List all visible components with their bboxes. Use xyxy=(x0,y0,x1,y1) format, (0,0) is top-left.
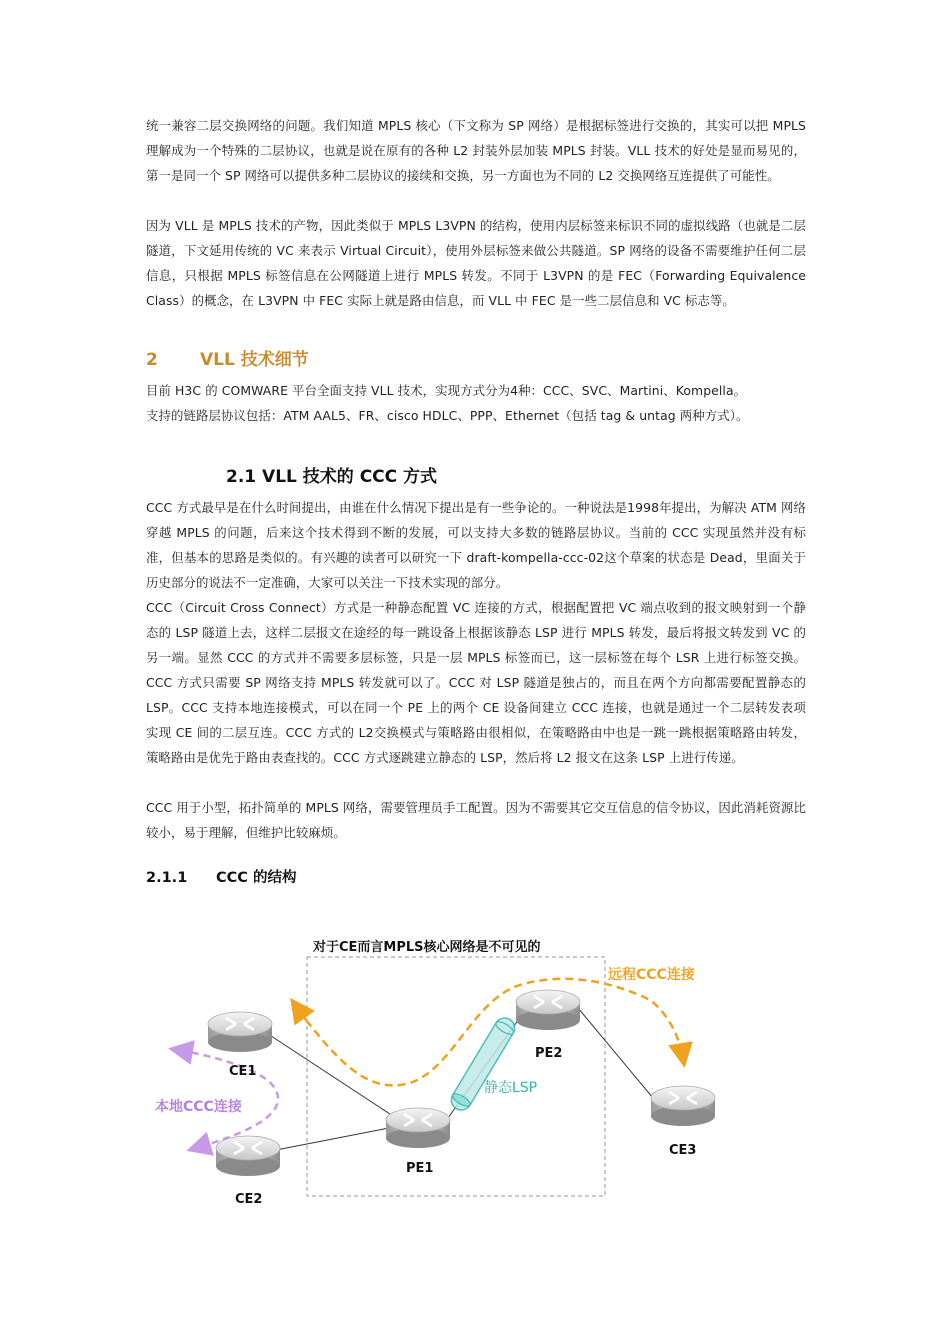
router-icon xyxy=(651,1086,715,1126)
router-icon xyxy=(386,1108,450,1148)
subsubsection-number: 2.1.1 xyxy=(146,870,188,886)
section-title: VLL 技术细节 xyxy=(200,350,309,370)
node-label-ce3: CE3 xyxy=(669,1143,697,1158)
paragraph-link-protocols: 支持的链路层协议包括：ATM AAL5、FR、cisco HDLC、PPP、Ethernet（包括 tag & untag 两种方式）。 xyxy=(146,408,749,423)
section-number: 2 xyxy=(146,350,158,370)
link-pe2-ce3 xyxy=(578,1008,653,1098)
local-ccc-label: 本地CCC连接 xyxy=(155,1099,242,1115)
router-icon xyxy=(208,1012,272,1052)
local-ccc-arrow-start xyxy=(178,1050,190,1052)
link-ce2-pe1 xyxy=(276,1128,389,1150)
paragraph-vll-intro: 统一兼容二层交换网络的问题。我们知道 MPLS 核心（下文称为 SP 网络）是根据标签进行交换的，其实可以把 MPLS 理解成为一个特殊的二层协议，也就是说在原有的各种 L2 封装外层加装 MPLS 封装。VLL 技术的好处是显而易见的，第一是同一个 SP 网络可以提供多种二层协议的接续和交换，另一方面也为不同的 L2 交换网络互连提供了可能性。 xyxy=(146,118,806,183)
subsection-heading-2-1: 2.1 VLL 技术的 CCC 方式 xyxy=(226,467,438,487)
router-icon xyxy=(516,990,580,1030)
router-icon xyxy=(216,1136,280,1176)
paragraph-ccc-definition: CCC（Circuit Cross Connect）方式是一种静态配置 VC 连接的方式，根据配置把 VC 端点收到的报文映射到一个静态的 LSP 隧道上去，这样二层报文在途经的每一跳设备上根据该静态 LSP 进行 MPLS 转发，最后将报文转发到 VC 的另一端。显然 CCC 的方式并不需要多层标签，只是一层 MPLS 标签而已，这一层标签在每个 LSR 上进行标签交换。CCC 方式只需要 SP 网络支持 MPLS 转发就可以了。CCC 对 LSP 隧道是独占的，而且在两个方向都需要配置静态的 LSP。CCC 支持本地连接模式，可以在同一个 PE 上的两个 CE 设备间建立 CCC 连接，也就是通过一个二层转发表项实现 CE 间的二层互连。CCC 方式的 L2交换模式与策略路由很相似，在策略路由中也是一跳一跳根据策略路由转发，策略路由是优先于路由表查找的。CCC 方式逐跳建立静态的 LSP，然后将 L2 报文在这条 LSP 上进行传递。 xyxy=(146,600,806,765)
paragraph-ccc-usage: CCC 用于小型，拓扑简单的 MPLS 网络，需要管理员手工配置。因为不需要其它交互信息的信令协议，因此消耗资源比较小，易于理解，但维护比较麻烦。 xyxy=(146,800,806,840)
subsubsection-title: CCC 的结构 xyxy=(216,870,297,886)
paragraph-ccc-history: CCC 方式最早是在什么时间提出，由谁在什么情况下提出是有一些争论的。一种说法是1998年提出，为解决 ATM 网络穿越 MPLS 的问题，后来这个技术得到不断的发展，可以支持大多数的链路层协议。当前的 CCC 实现虽然并没有标准，但基本的思路是类似的。有兴趣的读者可以研究一下 draft-kompella-ccc-02这个草案的状态是 Dead，里面关于历史部分的说法不一定准确，大家可以关注一下技术实现的部分。 xyxy=(146,500,806,590)
node-label-pe1: PE1 xyxy=(406,1161,434,1176)
diagram-title: 对于CE而言MPLS核心网络是不可见的 xyxy=(313,940,541,955)
static-lsp-label: 静态LSP xyxy=(484,1080,538,1096)
paragraph-vll-structure: 因为 VLL 是 MPLS 技术的产物，因此类似于 MPLS L3VPN 的结构，使用内层标签来标识不同的虚拟线路（也就是二层隧道，下文延用传统的 VC 来表示 Virtual Circuit），使用外层标签来做公共隧道。SP 网络的设备不需要维护任何二层信息，只根据 MPLS 标签信息在公网隧道上进行 MPLS 转发。不同于 L3VPN 的是 FEC（Forwarding Equivalence Class）的概念，在 L3VPN 中 FEC 实际上就是路由信息，而 VLL 中 FEC 是一些二层信息和 VC 标志等。 xyxy=(146,218,806,308)
paragraph-implementations: 目前 H3C 的 COMWARE 平台全面支持 VLL 技术，实现方式分为4种：CCC、SVC、Martini、Kompella。 xyxy=(146,383,747,398)
remote-ccc-arrow-start xyxy=(296,1006,306,1020)
static-lsp-tunnel xyxy=(448,1014,519,1113)
remote-ccc-label: 远程CCC连接 xyxy=(608,967,695,983)
node-label-ce2: CE2 xyxy=(235,1192,263,1207)
link-ce1-pe1 xyxy=(262,1030,396,1118)
node-label-pe2: PE2 xyxy=(535,1046,563,1061)
node-label-ce1: CE1 xyxy=(229,1064,257,1079)
